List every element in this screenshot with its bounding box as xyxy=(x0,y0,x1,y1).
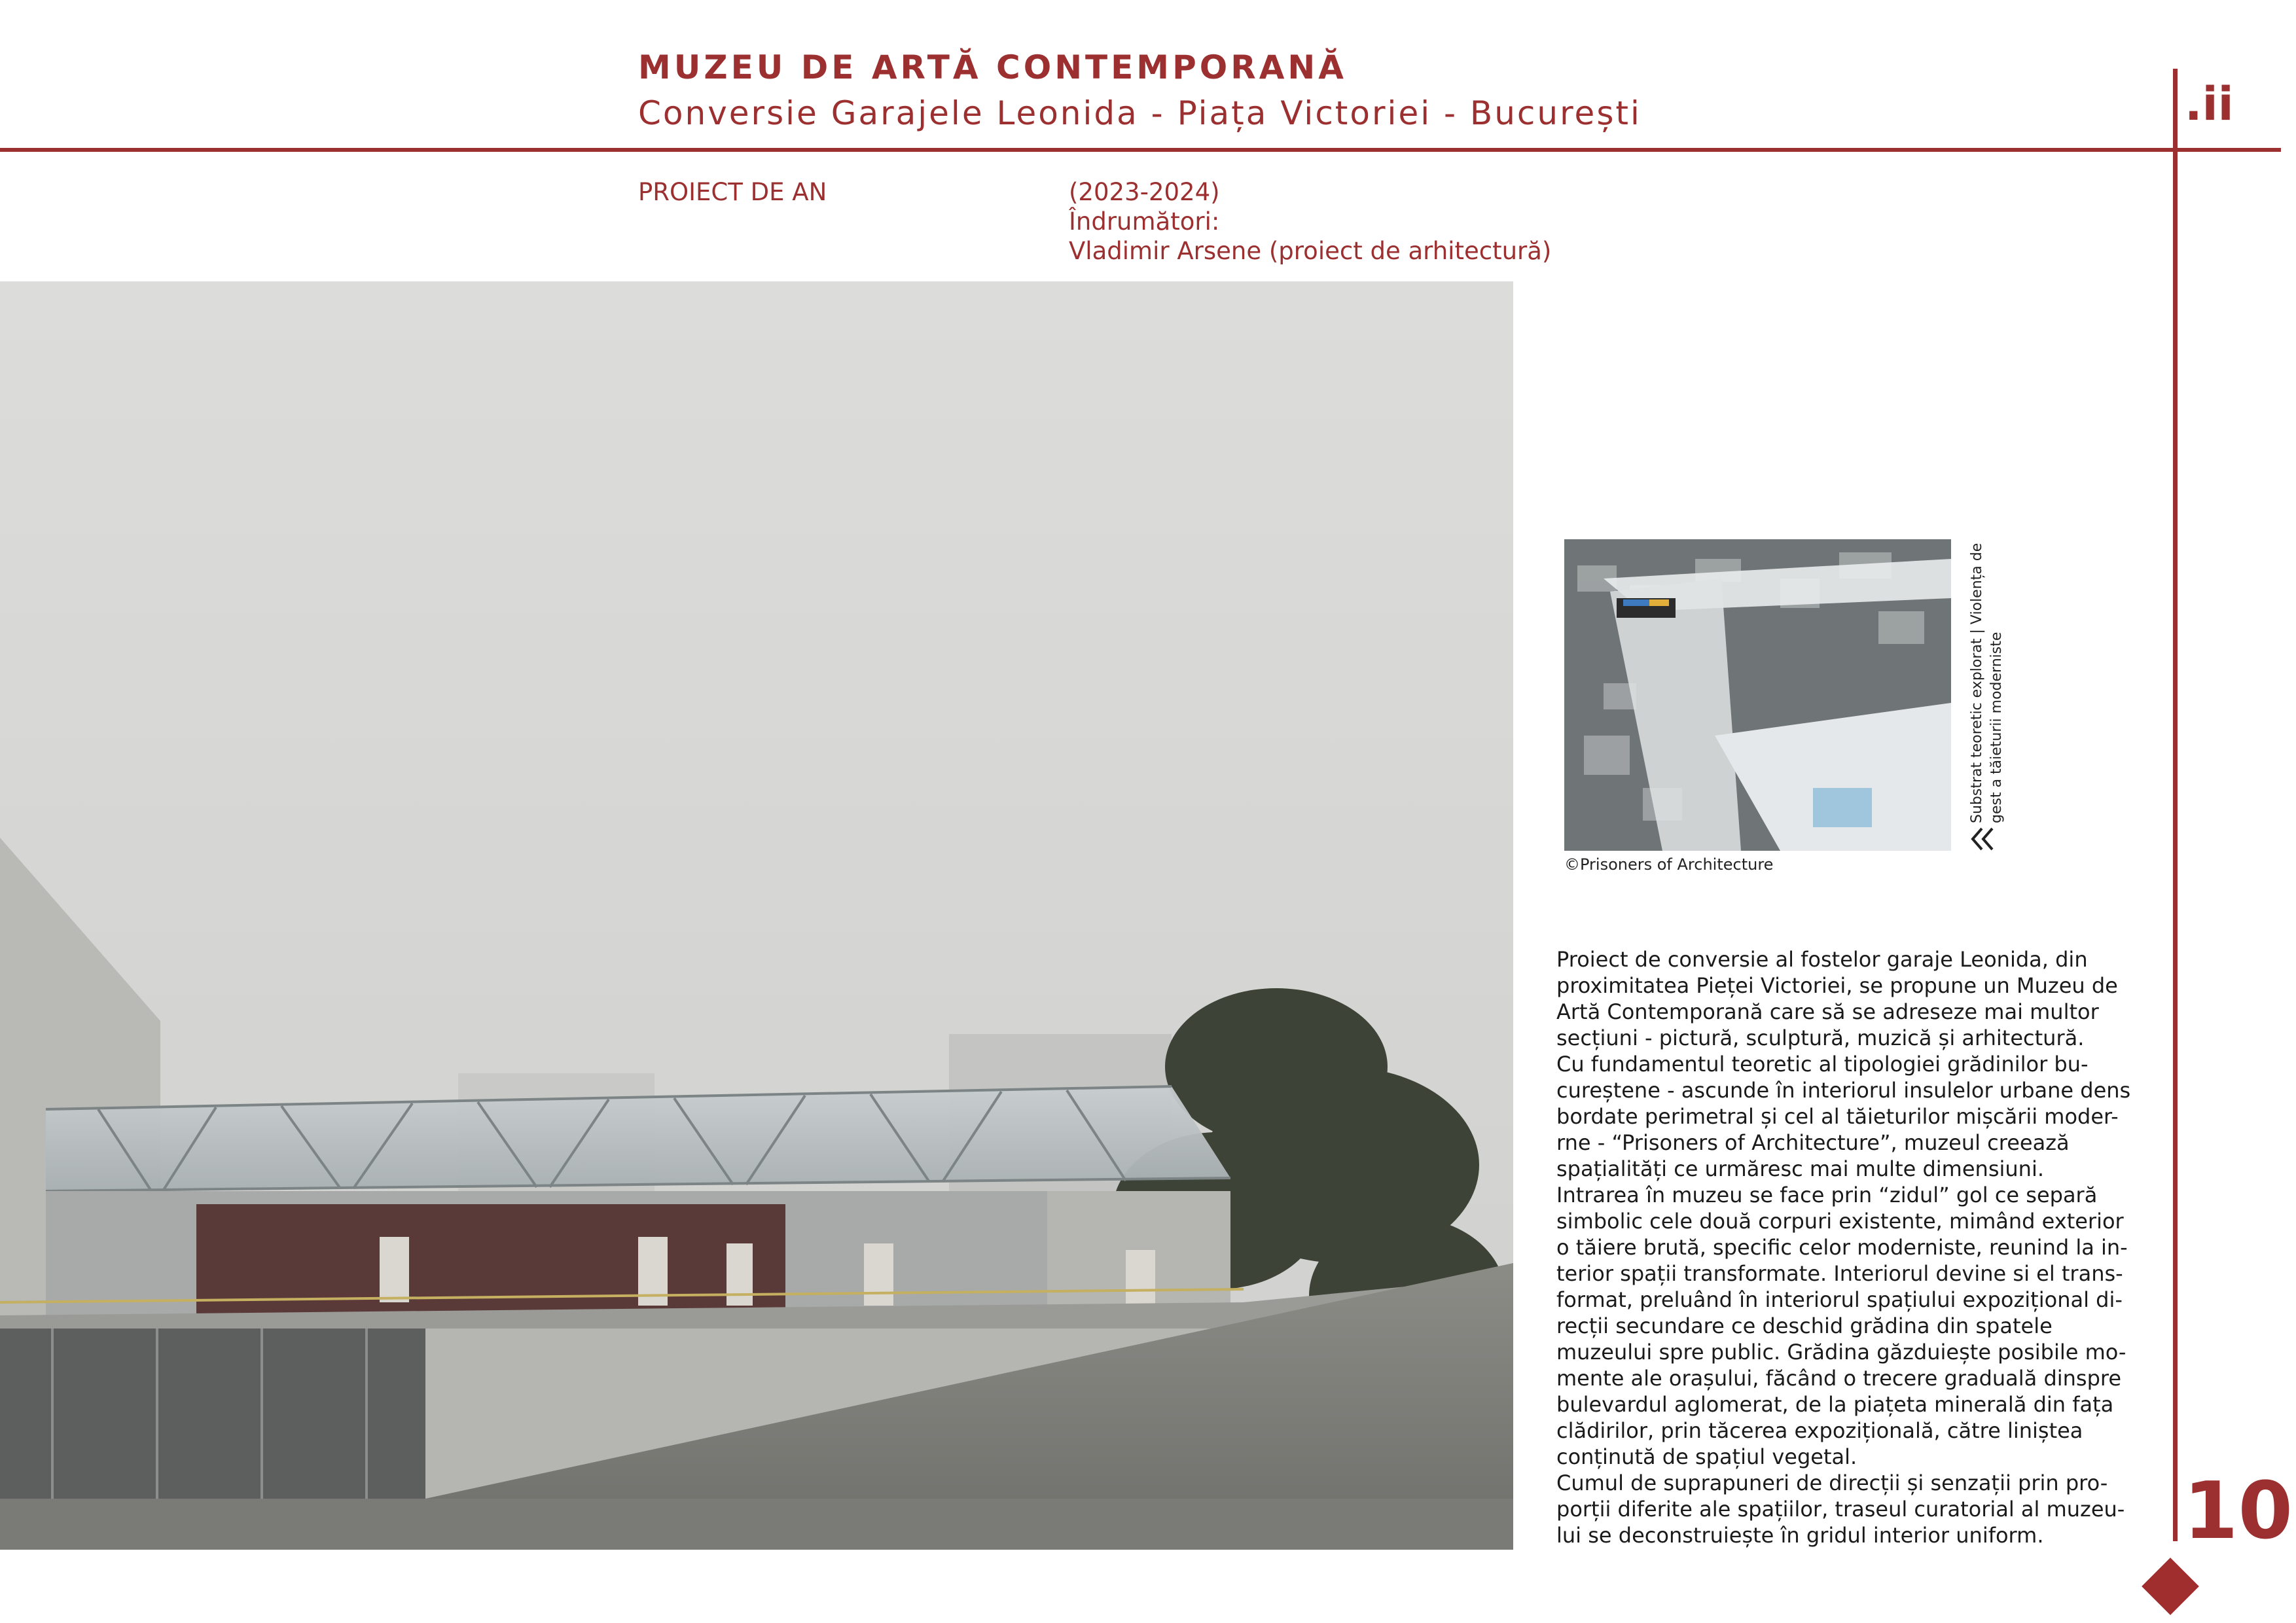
description-line: o tăiere brută, specific celor moderniste, reunind la in- xyxy=(1556,1235,2128,1260)
description-line: cureștene - ascunde în interiorul insulelor urbane dens xyxy=(1556,1078,2131,1103)
page-title: MUZEU DE ARTĂ CONTEMPORANĂ xyxy=(638,48,1347,86)
thumbnail-caption: Substrat teoretic explorat | Violența de gest a tăieturii moderniste xyxy=(1969,543,2005,823)
description-line: Intrarea în muzeu se face prin “zidul” gol ce separă xyxy=(1556,1183,2098,1207)
description-line: Cumul de suprapuneri de direcții și senzații prin pro- xyxy=(1556,1471,2108,1495)
description-line: spațialități ce urmăresc mai multe dimensiuni. xyxy=(1556,1156,2044,1181)
page-subtitle: Conversie Garajele Leonida - Piața Victoriei - București xyxy=(638,94,1641,132)
description-line: recții secundare ce deschid grădina din spatele xyxy=(1556,1313,2053,1338)
page-number: 10 xyxy=(2183,1466,2293,1557)
advisors-label: Îndrumători: xyxy=(1069,207,1220,236)
header-rule xyxy=(0,148,2281,152)
margin-rule xyxy=(2173,69,2178,1541)
description-line: bordate perimetral și cel al tăieturilor mișcării moder- xyxy=(1556,1104,2119,1129)
description-line: Cu fundamentul teoretic al tipologiei grădinilor bu- xyxy=(1556,1052,2089,1077)
description-line: mente ale orașului, făcând o trecere graduală dinspre xyxy=(1556,1366,2122,1391)
description-line: rne - “Prisoners of Architecture”, muzeul creează xyxy=(1556,1130,2070,1155)
description-line: conținută de spațiul vegetal. xyxy=(1556,1444,1857,1469)
description-line: secțiuni - pictură, sculptură, muzică și arhitectură. xyxy=(1556,1026,2085,1050)
description-line: Proiect de conversie al fostelor garaje Leonida, din xyxy=(1556,947,2088,972)
museum-render-image xyxy=(0,281,1513,1550)
description-line: muzeului spre public. Grădina găzduiește posibile mo- xyxy=(1556,1340,2126,1364)
description-line: terior spații transformate. Interiorul devine si el trans- xyxy=(1556,1261,2123,1286)
aerial-collage-thumbnail xyxy=(1564,539,1951,851)
description-line: porții diferite ale spațiilor, traseul curatorial al muzeu- xyxy=(1556,1497,2125,1522)
double-chevron-left-icon xyxy=(1967,825,1996,853)
description-line: simbolic cele două corpuri existente, mimând exterior xyxy=(1556,1209,2124,1234)
description-line: proximitatea Pieței Victoriei, se propune un Muzeu de xyxy=(1556,973,2118,998)
project-years: (2023-2024) xyxy=(1069,178,1220,206)
description-line: clădirilor, prin tăcerea expozițională, către liniștea xyxy=(1556,1418,2083,1443)
project-description xyxy=(1556,946,2145,1548)
description-line: bulevardul aglomerat, de la piațeta minerală din fața xyxy=(1556,1392,2114,1417)
section-mark: .ii xyxy=(2185,77,2234,131)
description-line: lui se deconstruiește în gridul interior uniform. xyxy=(1556,1523,2044,1548)
diamond-ornament-icon xyxy=(2142,1558,2199,1615)
project-type-label: PROIECT DE AN xyxy=(638,178,827,206)
description-line: format, preluând în interiorul spațiului expozițional di- xyxy=(1556,1287,2123,1312)
description-line: Artă Contemporană care să se adreseze mai multor xyxy=(1556,999,2099,1024)
image-credit: ©Prisoners of Architecture xyxy=(1564,855,1774,874)
advisor-name: Vladimir Arsene (proiect de arhitectură) xyxy=(1069,237,1552,265)
